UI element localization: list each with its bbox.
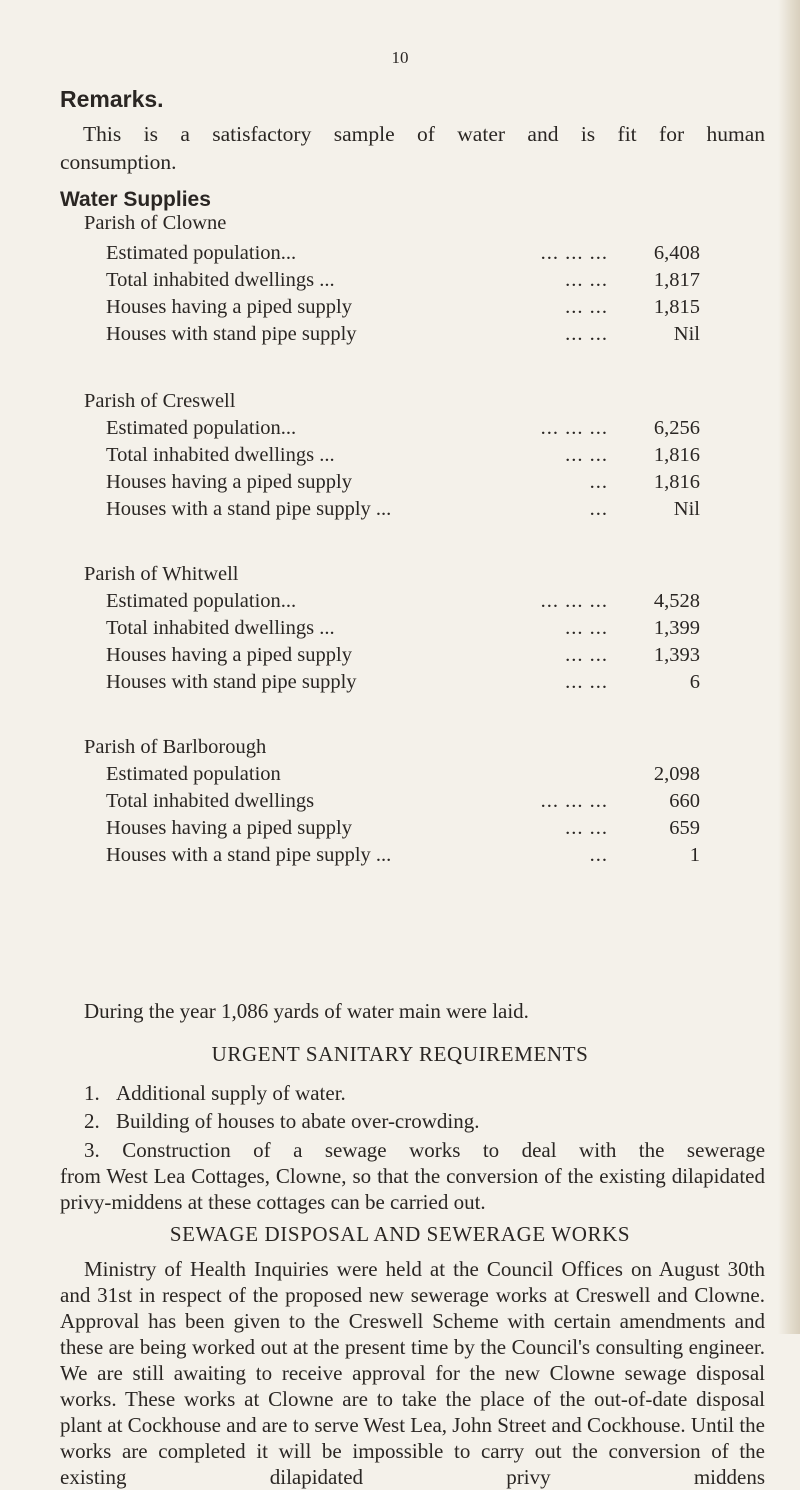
supply-row-value: 660: [669, 790, 700, 812]
page-number: 10: [391, 48, 409, 67]
urgent-item-3-line1-text: Construction of a sewage works to deal with the sewerage: [122, 1138, 766, 1162]
supply-row-label: Total inhabited dwellings ...: [106, 444, 335, 466]
page-edge-shadow: [778, 0, 800, 1334]
supply-row: [106, 242, 700, 268]
leader-dots: ... ...: [565, 296, 608, 318]
parish-name: Parish of Whitwell: [84, 563, 239, 585]
supply-row-label: Houses with a stand pipe supply ...: [106, 844, 392, 866]
supply-row: [106, 763, 700, 789]
supply-row-value: 1,816: [653, 444, 700, 466]
water-main-note: During the year 1,086 yards of water main were laid.: [84, 999, 529, 1023]
leader-dots: ... ... ...: [540, 417, 608, 439]
supply-row-label: Estimated population: [106, 763, 281, 785]
urgent-item-1: [84, 1081, 346, 1106]
supply-row-label: Estimated population...: [106, 242, 297, 264]
urgent-item-text: Building of houses to abate over-crowding.: [116, 1109, 480, 1133]
supply-row-value: 4,528: [653, 590, 700, 612]
urgent-item-3: [60, 1137, 765, 1215]
sewage-paragraph-text: Ministry of Health Inquiries were held at the Council Offices on August 30th and 31st in respect of the proposed new sewerage works at Creswell and Clowne. Approval has been given to the Creswell Scheme with certain amendments and these are being worked out at the present time by the Council's consulting engineer. We are still awaiting to receive approval for the new Clowne sewage disposal works. These works at Clowne are to take the place of the out-of-date disposal plant at Cockhouse and are to serve West Lea, John Street and Cockhouse. Until the works are completed it will be impossible to carry out the conversion of the existing dilapidated privy middens: [60, 1257, 765, 1489]
supply-row-value: 6,408: [653, 242, 700, 264]
leader-dots: ... ...: [565, 644, 608, 666]
supply-row-value: Nil: [673, 323, 700, 345]
supply-row: [106, 471, 700, 497]
leader-dots: ... ...: [565, 817, 608, 839]
leader-dots: ... ...: [565, 617, 608, 639]
supply-row: [106, 417, 700, 443]
leader-dots: ... ...: [565, 444, 608, 466]
supply-row: [106, 269, 700, 295]
parish-name: Parish of Creswell: [84, 390, 236, 412]
leader-dots: ...: [589, 498, 608, 520]
supply-row: [106, 323, 700, 349]
urgent-item-number: 1.: [84, 1081, 100, 1105]
remarks-paragraph: [60, 120, 765, 176]
supply-row-label: Houses with stand pipe supply: [106, 671, 357, 693]
remarks-line-2: consumption.: [60, 150, 177, 174]
supply-row-value: 1,393: [653, 644, 700, 666]
supply-row-label: Houses having a piped supply: [106, 644, 352, 666]
supply-row-value: 6: [689, 671, 700, 693]
supply-row-label: Houses with a stand pipe supply ...: [106, 498, 392, 520]
supply-row-value: 1,815: [653, 296, 700, 318]
urgent-item-3-first-line: [60, 1137, 765, 1163]
urgent-item-text: Additional supply of water.: [116, 1081, 346, 1105]
supply-row-label: Total inhabited dwellings ...: [106, 269, 335, 291]
sewage-heading: SEWAGE DISPOSAL AND SEWERAGE WORKS: [169, 1222, 631, 1246]
leader-dots: ... ...: [565, 269, 608, 291]
supply-row-value: 659: [669, 817, 700, 839]
parish-name: Parish of Clowne: [84, 212, 227, 234]
supply-row-label: Estimated population...: [106, 417, 297, 439]
supply-row: [106, 644, 700, 670]
sewage-paragraph: [60, 1256, 765, 1490]
supply-row-label: Estimated population...: [106, 590, 297, 612]
leader-dots: ... ... ...: [540, 790, 608, 812]
urgent-heading: URGENT SANITARY REQUIREMENTS: [211, 1042, 589, 1066]
water-supplies-heading: Water Supplies: [60, 188, 211, 211]
supply-row-label: Houses having a piped supply: [106, 817, 352, 839]
supply-row-label: Houses having a piped supply: [106, 471, 352, 493]
supply-row: [106, 296, 700, 322]
supply-row-value: 1,816: [653, 471, 700, 493]
leader-dots: ... ...: [565, 323, 608, 345]
supply-row: [106, 817, 700, 843]
leader-dots: ...: [589, 471, 608, 493]
leader-dots: ... ... ...: [540, 590, 608, 612]
remarks-heading: Remarks.: [60, 86, 164, 112]
urgent-item-3-rest: from West Lea Cottages, Clowne, so that the conversion of the existing dilapidated privy-middens at these cottages can be carried out.: [60, 1164, 765, 1214]
supply-row: [106, 790, 700, 816]
urgent-item-2: [84, 1109, 480, 1134]
supply-row: [106, 444, 700, 470]
supply-row: [106, 844, 700, 870]
urgent-item-number: 2.: [84, 1109, 100, 1133]
supply-row-label: Houses with stand pipe supply: [106, 323, 357, 345]
supply-row-value: 2,098: [653, 763, 700, 785]
supply-row-label: Total inhabited dwellings ...: [106, 617, 335, 639]
leader-dots: ... ...: [565, 671, 608, 693]
leader-dots: ...: [589, 844, 608, 866]
supply-row-value: 1,399: [653, 617, 700, 639]
supply-row-value: 1,817: [653, 269, 700, 291]
supply-row-label: Houses having a piped supply: [106, 296, 352, 318]
supply-row-value: 6,256: [653, 417, 700, 439]
supply-row-value: 1: [689, 844, 700, 866]
supply-row: [106, 617, 700, 643]
supply-row: [106, 590, 700, 616]
parish-name: Parish of Barlborough: [84, 736, 267, 758]
remarks-line-1: This is a satisfactory sample of water and is fit for human: [83, 122, 765, 146]
urgent-item-number: 3.: [84, 1138, 100, 1162]
supply-row: [106, 671, 700, 697]
supply-row: [106, 498, 700, 524]
supply-row-value: Nil: [673, 498, 700, 520]
supply-row-label: Total inhabited dwellings: [106, 790, 315, 812]
leader-dots: ... ... ...: [540, 242, 608, 264]
